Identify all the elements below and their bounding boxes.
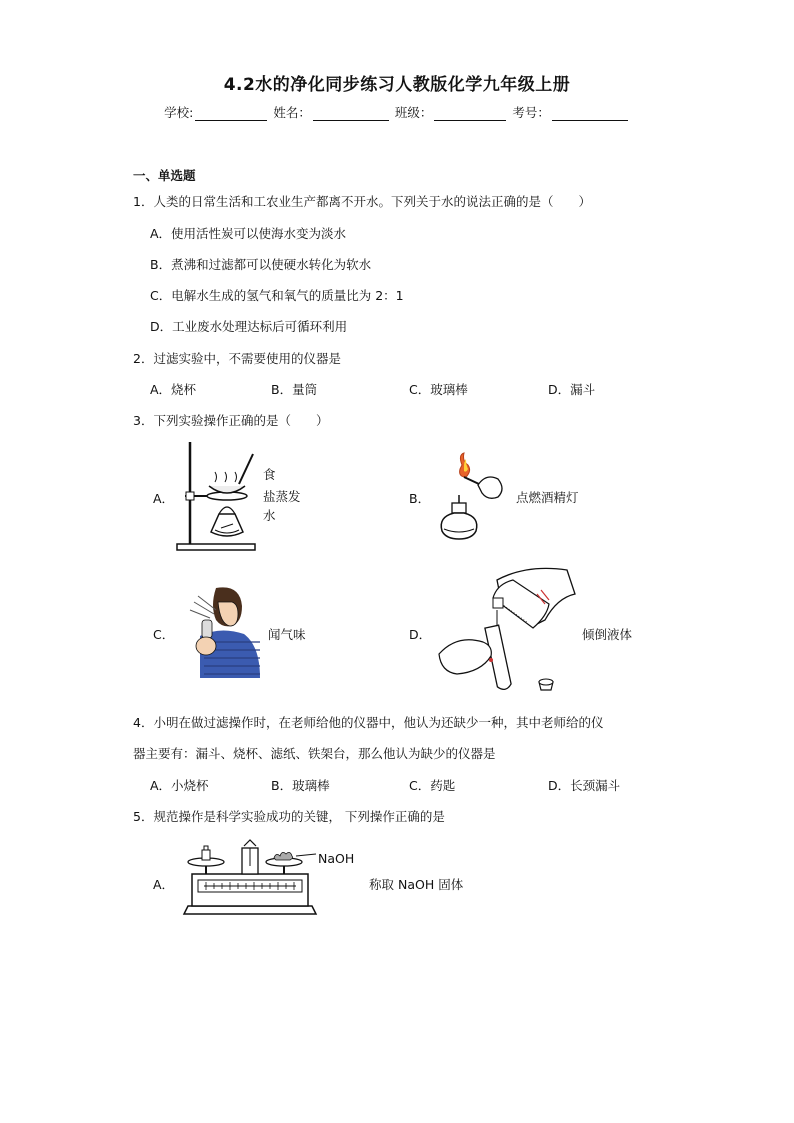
q3-option-a-letter[interactable]: A． — [153, 491, 175, 506]
q4-stem-line2: 器主要有：漏斗、烧杯、滤纸、铁架台，那么他认为缺少的仪器是 — [133, 746, 496, 761]
q2-option-a[interactable]: A．烧杯 — [150, 382, 197, 397]
q2-stem: 2．过滤实验中，不需要使用的仪器是 — [133, 351, 341, 366]
school-label: 学校: — [164, 105, 194, 120]
q3-option-a-caption-2: 盐蒸发 — [263, 489, 301, 504]
q2-option-c[interactable]: C．玻璃棒 — [409, 382, 468, 397]
q1-stem: 1．人类的日常生活和工农业生产都离不开水。下列关于水的说法正确的是（ ） — [133, 194, 591, 209]
q3-stem: 3．下列实验操作正确的是（ ） — [133, 413, 329, 428]
name-label: 姓名： — [273, 105, 311, 120]
q4-stem-line1: 4．小明在做过滤操作时，在老师给他的仪器中，他认为还缺少一种，其中老师给的仪 — [133, 715, 604, 730]
q3-option-a-caption-1: 食 — [263, 467, 276, 482]
class-label: 班级： — [394, 105, 433, 120]
smelling-gas-image — [180, 586, 264, 678]
q5-option-a-label: NaOH — [318, 851, 355, 866]
q3-option-a-caption-3: 水 — [263, 508, 276, 523]
section-title: 一、单选题 — [133, 168, 196, 183]
q3-option-d-letter[interactable]: D． — [409, 627, 432, 642]
pouring-liquid-image — [437, 564, 579, 696]
q4-option-d[interactable]: D．长颈漏斗 — [548, 778, 621, 793]
school-blank[interactable] — [195, 108, 267, 121]
q3-option-c-letter[interactable]: C． — [153, 627, 175, 642]
q3-option-b-letter[interactable]: B． — [409, 491, 431, 506]
q1-option-d[interactable]: D．工业废水处理达标后可循环利用 — [150, 319, 348, 334]
q3-option-d-caption: 倾倒液体 — [582, 627, 633, 642]
q5-option-a-caption: 称取 NaOH 固体 — [369, 877, 464, 892]
alcohol-lamp-image — [432, 455, 512, 545]
q1-option-a[interactable]: A．使用活性炭可以使海水变为淡水 — [150, 226, 347, 241]
name-blank[interactable] — [313, 108, 389, 121]
q4-option-b[interactable]: B．玻璃棒 — [271, 778, 330, 793]
evaporation-apparatus-image — [175, 440, 265, 552]
q1-option-c[interactable]: C．电解水生成的氢气和氧气的质量比为 2：1 — [150, 288, 404, 303]
q2-option-d[interactable]: D．漏斗 — [548, 382, 596, 397]
q3-option-c-caption: 闻气味 — [268, 627, 306, 642]
class-blank[interactable] — [434, 108, 506, 121]
page-title: 4.2水的净化同步练习人教版化学九年级上册 — [223, 75, 571, 95]
q4-option-c[interactable]: C．药匙 — [409, 778, 456, 793]
q2-option-b[interactable]: B．量筒 — [271, 382, 318, 397]
q5-option-a-letter[interactable]: A． — [153, 877, 175, 892]
q1-option-b[interactable]: B．煮沸和过滤都可以使硬水转化为软水 — [150, 257, 372, 272]
q3-option-b-caption: 点燃酒精灯 — [516, 490, 579, 505]
student-info-line — [0, 103, 794, 121]
q5-stem: 5．规范操作是科学实验成功的关键， 下列操作正确的是 — [133, 809, 445, 824]
exam-no-label: 考号： — [512, 105, 550, 120]
balance-scale-image — [184, 840, 316, 920]
exam-no-blank[interactable] — [552, 108, 628, 121]
q4-option-a[interactable]: A．小烧杯 — [150, 778, 209, 793]
